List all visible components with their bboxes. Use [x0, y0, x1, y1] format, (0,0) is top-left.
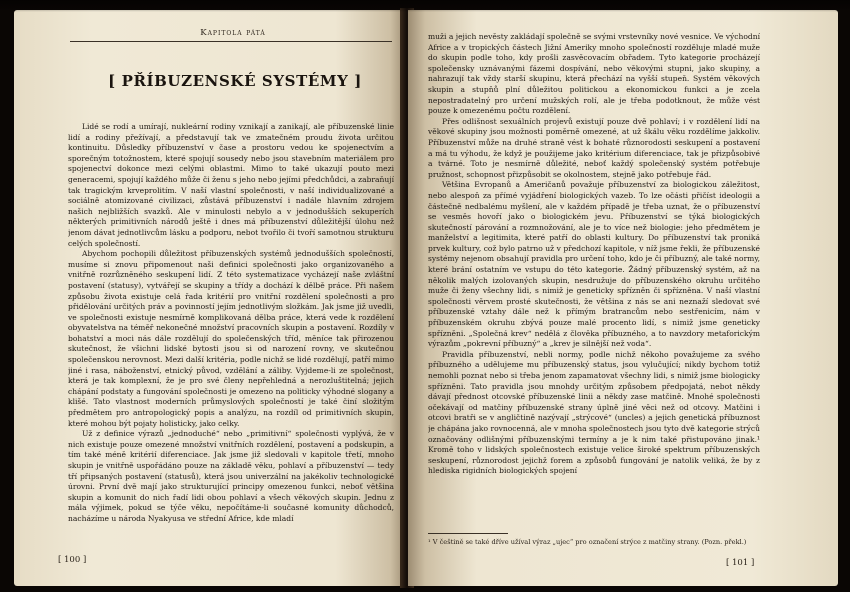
top-shadow [0, 0, 850, 12]
page-number-right: [ 101 ] [726, 558, 755, 568]
footnote-rule [428, 533, 508, 534]
paragraph: Lidé se rodí a umírají, nukleární rodiny vznikají a zanikají, ale příbuzenské linie lidí a rodiny přežívají, a představují tak ve zmatečném proudu života určitou kontinuitu. Důsledky příbuzenství v čase a prostoru vedou ke spojenectvím a sporečným totožnostem, které spojují sousedy nebo jsou stavebním materiálem pro spojenectví dokonce mezi celými oblastmi. Mimo to také ukazují pouto mezi generacemi, spojují každého může či ženu s jeho nebo jejími předchůdci, a zabraňují tak tragickým krveprolitím. V naší vlastní společnosti, v naší individualizované a sociálně atomizované civilizaci, zůstává příbuzenství i nadále hlavním zdrojem našich nejbližších svazků. Ale v minulosti nebylo a v jednodušších sekuperích některých primitivních národů ještě i dnes má příbuzenství důležitější úlohu než jenom dávat jednotlivcům lásku a podporu, nebot tvořilo či tvoří samotnou strukturu celých společností. [68, 122, 394, 248]
running-head: Kapitola pátá [200, 28, 266, 38]
paragraph: muži a jejich nevěsty zakládají společně se svými vrstevníky nové vesnice. Ve východní Africe a v tropických částech Jižní Ameriky mnoho společností rozděluje mladé muže do skupin podle toho, kdy prošli zasvěcovacím obřadem. Tyto kategorie procházejí společensky uznávanými fázemi dospívání, nebo věkovými stupni, jako skupiny, a nahrazují tak vždy starší skupinu, která přechází na vyšší stupeň. Systém věkových skupin a stupňů plní důležitou politickou a ekonomickou funkci a je zcela nepostradatelný pro určení mužských rolí, ale je třeba podotknout, že může vést pouze k omezenému počtu rozdělení. [428, 32, 760, 116]
page-number-left: [ 100 ] [58, 555, 87, 565]
chapter-title: [ PŘÍBUZENSKÉ SYSTÉMY ] [108, 72, 362, 90]
footnote: ¹ V češtině se také dříve užíval výraz „ujec“ pro označení strýce z matčiny strany. (Pozn. překl.) [428, 538, 747, 546]
paragraph: Už z definice výrazů „jednoduché“ nebo „primitivní“ společnosti vyplývá, že v nich existuje pouze omezené množství vnitřních rozdělení, postavení a podskupin, a tím také méně kritérií diferenciace. Jak jsme již sledovali v kapitole třetí, mnoho skupin je vnitřně uspořádáno pouze na základě věku, pohlaví a příbuzenství — tedy tří připsaných postavení (statusů), která jsou univerzální na jakékoliv technologické úrovni. První dvě mají jako strukturující principy omezenou funkci, neboť většina skupin a komunit do nich řadí lidi obou pohlaví a všech věkových skupin. Jednu z mála výjimek, pokud se týče věku, nepočítáme-li současné komunity důchodců, nacházíme u národa Nyakyusa ve střední Africe, kde mladí [68, 429, 394, 523]
left-page-body [68, 122, 394, 552]
right-page [408, 10, 838, 586]
paragraph: Abychom pochopili důležitost příbuzenských systémů jednodušších společností, musíme si znovu připomenout naši definici společnosti jako organizovaného a vnitřně rozrůzněného seskupení lidí. Z této systematizace vycházejí naše zvláštní postavení (statusy), vytvářejí se skupiny a třídy a dochází k dělbě práce. Při našem způsobu života existuje celá řada kritérií pro vnitřní rozdělení společnosti a pro přidělování určitých práv a povinností jejím jednotlivým složkám. Jak jsme již uvedli, ve společnosti existuje nesmírně komplikovaná dělba práce, která vede k rozdělení obyvatelstva na téměř nekonečné množství pracovních skupin a postavení. Rozdíly v bohatství a moci nás dále rozdělují do společenských tříd, měníce tak přirozenou skutečnost, že všichni lidské bytosti jsou si od narození rovny, ve skutečnou společenskou nerovnost. Mezi další kritéria, podle nichž se lidé rozdělují, patří mimo jiné i rasa, náboženství, etnický původ, vzdělání a záliby. Vyjdeme-li ze společnost, která je tak komplexní, že je pro své členy nepřehledná a nerozluštitelná; jejich chápání podstaty a fungování společnosti je omezeno na politicky výhodné slogany a klišé. Tato vlastnost moderních průmyslových společností je také činí složitým předmětem pro antropologický popis a analýzu, na rozdíl od primitivních skupin, které mohou být pojaty holisticky, jako celky. [68, 249, 394, 428]
left-page [14, 10, 406, 586]
right-page-body [428, 32, 760, 524]
header-rule [70, 41, 392, 42]
paragraph: Pravidla příbuzenství, nebli normy, podle nichž někoho považujeme za svého příbuzného a udělujeme mu příbuzenský status, jsou vylučující; nikdy bychom totiž nemohli poznat nebo si třeba jenom zapamatovat všechny lidi, s nimiž jsme biologicky spřízněni. Tato pravidla jsou mnohdy určitým způsobem předpojatá, nebot někdy dávají přednost otcovské příbuzenské linii a někdy zase matčině. Mnohé společnosti očekávají od matčiny příbuzenské strany úplně jiné věci než od otcovy. Matčini i otcovi bratři se v angličtině nazývají „strýcové“ (uncles) a jejich genetická příbuznost je chápána jako rovnocenná, ale v mnoha společnostech jsou tyto dvě kategorie strýců označovány odlišnými příbuzenskými termíny a je k nim také přistupováno jinak.¹ Kromě toho v lidských společnostech existuje velice široké spektrum příbuzenských seskupení, různorodost jejichž forem a způsobů fungování je natolik veliká, že by z hlediska rigidních biologických spojení [428, 349, 760, 476]
paragraph: Přes odlišnost sexuálních projevů existují pouze dvě pohlaví; i v rozdělení lidí na věkové skupiny jsou možnosti poměrně omezené, at už škálu věku rozdělíme jakkoliv. Příbuzenství může na druhé straně vést k bohaté různorodosti seskupení a postavení a má tu výhodu, že když je použijeme jako kritérium diferenciace, tak je přizpůsobivé a tvárné. Toto je nesmírně důležité, neboť každý společenský systém potřebuje pružnost, schopnost přizpůsobit se okolnostem, stejně jako potřebuje řád. [428, 116, 760, 179]
paragraph: Většina Evropanů a Američanů považuje příbuzenství za biologickou záležitost, nebo alespoň za přímé vyjádření biologických vazeb. To lze očásti přičíst ideologii a částečně nedbalému myšlení, ale v každém případě je třeba uznat, že o příbuzenství se vesměs hovoří jako o biologickém jevu. Příbuzenství se týká biologických skutečností párování a rozmnožování, ale je to více než biologie: jeho předmětem je manželství a legitimita, které patří do oblasti kultury. Do příbuzenství tak proniká prvek kultury, což bylo patrno už v předchozí kapitole, v níž jsme řekli, že příbuzenské systémy nejenom obsahují pravidla pro určení toho, kdo je či příbuzný, ale také normy, které brání ostatním ve vstupu do této kategorie. Žádný příbuzenský systém, až na několik malých izolovaných skupin, nesdružuje do příbuzenského okruhu určitého muže či ženy všechny lidi, s nimiž je geneticky spřízněn či spřízněna. V naší vlastní společnosti věrvem prosté skutečnosti, že většina z nás se ani neznaží sledovat své příbuzenské vztahy dále než k přímým bratrancům nebo sestřenicím, nám v příbuzenském okruhu zbývá pouze malé procento lidí, s nimiž jsme geneticky spřízněni. „Společná krev“ nedělá z člověka příbuzného, a to navzdory metaforickým výrazům „pokrevní příbuzný“ a „krev je silnější než voda“. [428, 180, 760, 349]
